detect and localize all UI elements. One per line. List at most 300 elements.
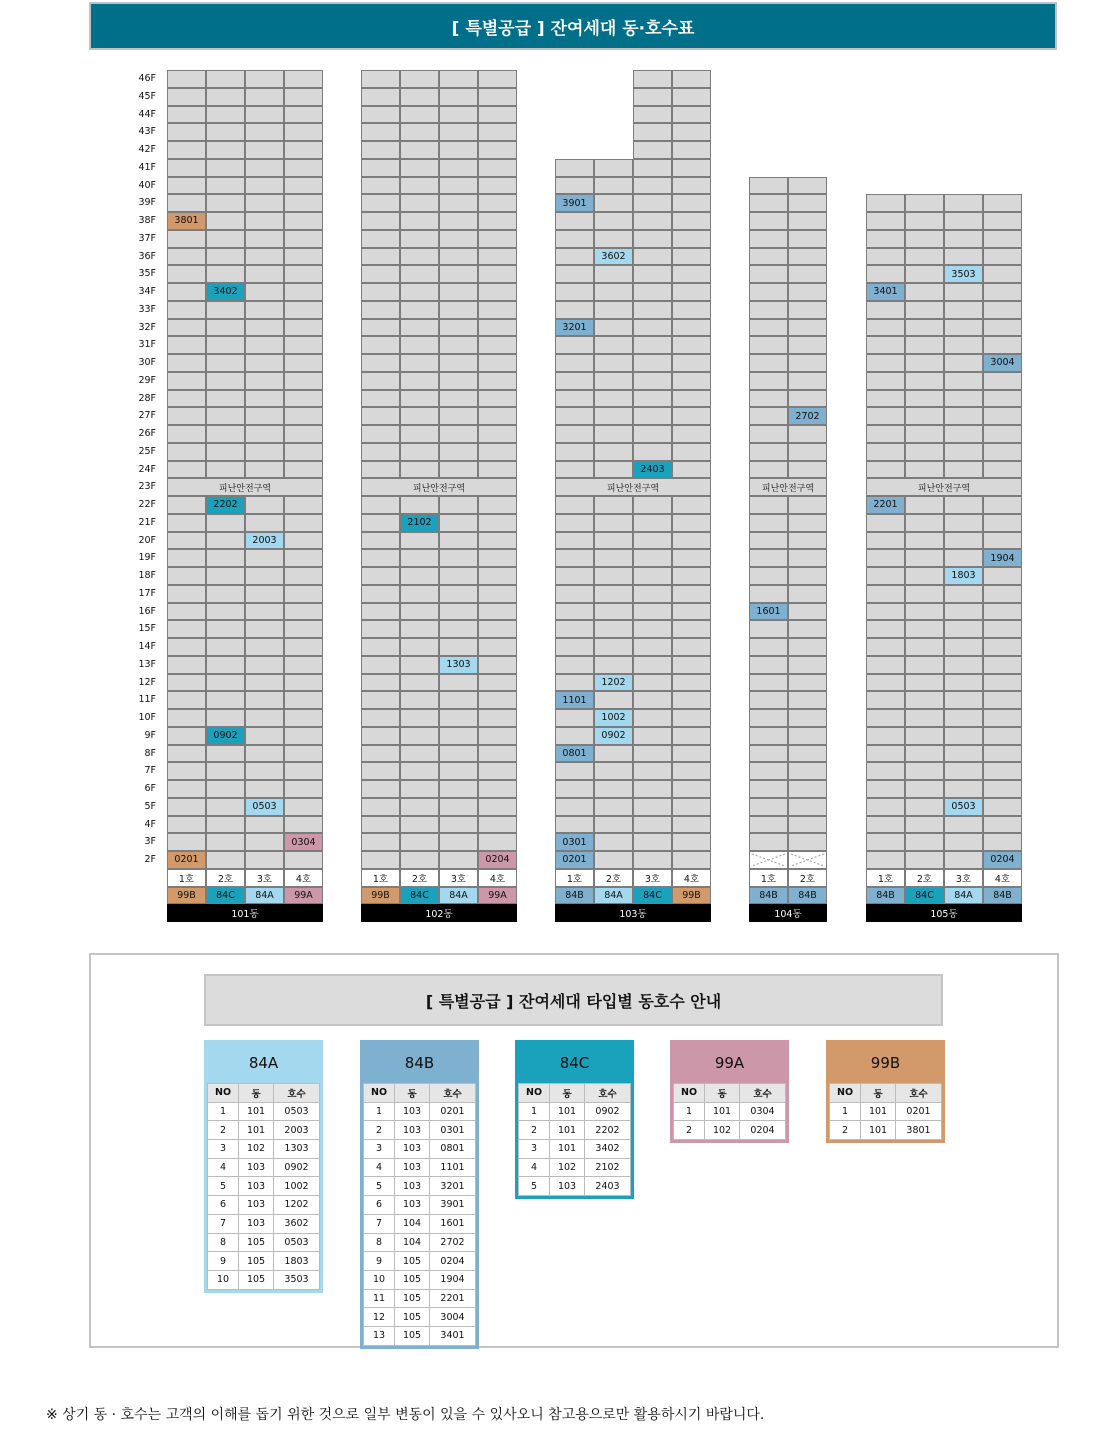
unit-cell xyxy=(594,283,633,301)
unit-cell xyxy=(361,656,400,674)
unbuilt-cell xyxy=(788,851,827,869)
table-cell: 101 xyxy=(550,1121,585,1140)
table-row xyxy=(208,1121,320,1140)
unit-type-label: 99B xyxy=(361,887,400,905)
column-header: 호수 xyxy=(430,1084,476,1103)
unit-cell xyxy=(245,212,284,230)
unit-cell xyxy=(788,461,827,479)
unit-cell xyxy=(361,745,400,763)
remaining-unit-cell[interactable]: 1002 xyxy=(594,709,633,727)
remaining-unit-cell[interactable]: 2102 xyxy=(400,514,439,532)
floor-label: 14F xyxy=(138,641,156,652)
unit-cell xyxy=(594,798,633,816)
unit-cell xyxy=(206,851,245,869)
unit-cell xyxy=(478,123,517,141)
unit-type-label: 84A xyxy=(944,887,983,905)
remaining-unit-cell[interactable]: 0503 xyxy=(245,798,284,816)
unit-cell xyxy=(167,674,206,692)
remaining-unit-cell[interactable]: 0902 xyxy=(594,727,633,745)
unit-cell xyxy=(983,461,1022,479)
unit-cell xyxy=(749,372,788,390)
table-row xyxy=(208,1233,320,1252)
remaining-unit-cell[interactable]: 1803 xyxy=(944,567,983,585)
unit-cell xyxy=(555,620,594,638)
unit-cell xyxy=(983,816,1022,834)
unit-cell xyxy=(284,514,323,532)
unit-cell xyxy=(245,283,284,301)
unit-cell xyxy=(167,691,206,709)
unit-cell xyxy=(633,727,672,745)
floor-label: 12F xyxy=(138,676,156,688)
unit-cell xyxy=(284,407,323,425)
remaining-unit-cell[interactable]: 0801 xyxy=(555,745,594,763)
unit-cell xyxy=(594,212,633,230)
unit-cell xyxy=(944,833,983,851)
unit-cell xyxy=(555,567,594,585)
unit-cell xyxy=(478,336,517,354)
table-cell: 2403 xyxy=(585,1177,631,1196)
unit-number-label: 2호 xyxy=(400,869,439,887)
unit-cell xyxy=(478,194,517,212)
unit-cell xyxy=(594,762,633,780)
unit-cell xyxy=(206,372,245,390)
unit-cell xyxy=(788,532,827,550)
cross-mark-icon xyxy=(750,852,787,868)
type-table xyxy=(363,1083,476,1346)
unit-cell xyxy=(672,603,711,621)
floor-label: 34F xyxy=(138,286,156,297)
unit-cell xyxy=(284,674,323,692)
unit-cell xyxy=(400,762,439,780)
unit-cell xyxy=(983,496,1022,514)
unit-cell xyxy=(866,656,905,674)
unit-cell xyxy=(167,159,206,177)
unit-cell xyxy=(983,727,1022,745)
unit-cell xyxy=(633,106,672,124)
table-cell: 2702 xyxy=(430,1233,476,1252)
unit-cell xyxy=(245,70,284,88)
remaining-unit-cell[interactable]: 2201 xyxy=(866,496,905,514)
unit-number-label: 3호 xyxy=(439,869,478,887)
unit-cell xyxy=(944,194,983,212)
unit-cell xyxy=(206,390,245,408)
unit-cell xyxy=(167,780,206,798)
unit-cell xyxy=(400,603,439,621)
unit-cell xyxy=(361,159,400,177)
floor-label: 35F xyxy=(138,268,156,280)
unit-cell xyxy=(749,194,788,212)
unit-cell xyxy=(284,88,323,106)
unit-cell xyxy=(245,549,284,567)
floor-label: 2F xyxy=(144,854,156,865)
unit-cell xyxy=(866,816,905,834)
unit-cell xyxy=(944,461,983,479)
unit-cell xyxy=(983,425,1022,443)
remaining-unit-cell[interactable]: 3801 xyxy=(167,212,206,230)
table-cell: 103 xyxy=(395,1177,430,1196)
table-cell: 0204 xyxy=(740,1121,786,1140)
unit-cell xyxy=(594,585,633,603)
unit-cell xyxy=(245,265,284,283)
floor-label: 39F xyxy=(138,197,156,209)
unit-cell xyxy=(361,816,400,834)
unit-cell xyxy=(439,798,478,816)
unit-cell xyxy=(944,336,983,354)
unit-cell xyxy=(284,443,323,461)
unit-cell xyxy=(439,194,478,212)
unit-cell xyxy=(439,354,478,372)
unit-cell xyxy=(206,141,245,159)
table-cell: 2 xyxy=(674,1121,705,1140)
unit-cell xyxy=(944,816,983,834)
unit-cell xyxy=(944,745,983,763)
unit-cell xyxy=(983,407,1022,425)
remaining-unit-cell[interactable]: 1303 xyxy=(439,656,478,674)
table-cell: 0902 xyxy=(274,1158,320,1177)
unit-cell xyxy=(400,159,439,177)
unit-cell xyxy=(672,638,711,656)
remaining-unit-cell[interactable]: 3901 xyxy=(555,194,594,212)
remaining-unit-cell[interactable]: 1601 xyxy=(749,603,788,621)
unit-cell xyxy=(594,514,633,532)
unit-cell xyxy=(361,727,400,745)
unit-cell xyxy=(672,354,711,372)
unit-cell xyxy=(400,656,439,674)
unit-cell xyxy=(400,106,439,124)
unit-cell xyxy=(167,354,206,372)
unit-cell xyxy=(672,816,711,834)
unit-cell xyxy=(672,496,711,514)
remaining-unit-cell[interactable]: 3401 xyxy=(866,283,905,301)
unit-cell xyxy=(788,585,827,603)
table-cell: 10 xyxy=(208,1270,239,1289)
unit-cell xyxy=(672,620,711,638)
remaining-unit-cell[interactable]: 3004 xyxy=(983,354,1022,372)
column-header: NO xyxy=(830,1084,861,1103)
remaining-unit-cell[interactable]: 3402 xyxy=(206,283,245,301)
unit-cell xyxy=(749,354,788,372)
unit-cell xyxy=(983,798,1022,816)
unit-cell xyxy=(633,248,672,266)
unit-cell xyxy=(439,283,478,301)
remaining-unit-cell[interactable]: 1101 xyxy=(555,691,594,709)
remaining-unit-cell[interactable]: 1904 xyxy=(983,549,1022,567)
table-cell: 6 xyxy=(208,1196,239,1215)
unit-cell xyxy=(284,265,323,283)
table-header-row xyxy=(208,1084,320,1103)
unit-cell xyxy=(983,603,1022,621)
floor-label: 24F xyxy=(138,463,156,475)
unit-cell xyxy=(400,709,439,727)
remaining-unit-cell[interactable]: 0204 xyxy=(478,851,517,869)
unit-cell xyxy=(361,585,400,603)
column-header: NO xyxy=(519,1084,550,1103)
remaining-unit-cell[interactable]: 0503 xyxy=(944,798,983,816)
unit-cell xyxy=(555,248,594,266)
remaining-unit-cell[interactable]: 0201 xyxy=(167,851,206,869)
unit-cell xyxy=(788,212,827,230)
remaining-unit-cell[interactable]: 2403 xyxy=(633,461,672,479)
unit-cell xyxy=(983,230,1022,248)
unit-cell xyxy=(555,159,594,177)
unit-cell xyxy=(206,798,245,816)
unit-cell xyxy=(439,159,478,177)
unit-cell xyxy=(400,532,439,550)
unit-type-label: 99B xyxy=(167,887,206,905)
unit-cell xyxy=(672,727,711,745)
unit-cell xyxy=(555,532,594,550)
table-header-row xyxy=(674,1084,786,1103)
unit-cell xyxy=(400,727,439,745)
unit-cell xyxy=(866,425,905,443)
table-cell: 4 xyxy=(519,1158,550,1177)
unit-cell xyxy=(594,319,633,337)
unit-number-label: 4호 xyxy=(478,869,517,887)
remaining-unit-cell[interactable]: 3503 xyxy=(944,265,983,283)
unit-cell xyxy=(167,656,206,674)
unit-cell xyxy=(478,727,517,745)
remaining-unit-cell[interactable]: 2702 xyxy=(788,407,827,425)
unit-cell xyxy=(478,141,517,159)
unit-cell xyxy=(206,230,245,248)
unit-number-label: 2호 xyxy=(594,869,633,887)
unit-cell xyxy=(439,106,478,124)
unit-type-label: 84C xyxy=(905,887,944,905)
unit-cell xyxy=(400,301,439,319)
unit-cell xyxy=(361,514,400,532)
unit-cell xyxy=(555,230,594,248)
unit-cell xyxy=(788,798,827,816)
unit-cell xyxy=(672,141,711,159)
unit-cell xyxy=(245,88,284,106)
unit-cell xyxy=(361,372,400,390)
unit-cell xyxy=(555,798,594,816)
unit-cell xyxy=(245,106,284,124)
unit-cell xyxy=(866,549,905,567)
unit-cell xyxy=(478,674,517,692)
remaining-unit-cell[interactable]: 0201 xyxy=(555,851,594,869)
unit-cell xyxy=(245,514,284,532)
unit-cell xyxy=(206,514,245,532)
unit-cell xyxy=(905,461,944,479)
column-header: 동 xyxy=(861,1084,896,1103)
unit-cell xyxy=(594,603,633,621)
unit-cell xyxy=(905,762,944,780)
unit-cell xyxy=(439,620,478,638)
floor-label: 13F xyxy=(138,658,156,670)
unit-cell xyxy=(439,709,478,727)
unit-cell xyxy=(633,745,672,763)
unit-cell xyxy=(672,656,711,674)
remaining-unit-cell[interactable]: 3201 xyxy=(555,319,594,337)
unit-cell xyxy=(478,301,517,319)
table-cell: 2 xyxy=(519,1121,550,1140)
table-cell: 0503 xyxy=(274,1102,320,1121)
table-cell: 101 xyxy=(239,1121,274,1140)
unit-cell xyxy=(555,496,594,514)
unit-type-label: 99A xyxy=(478,887,517,905)
unit-cell xyxy=(167,833,206,851)
unit-cell xyxy=(594,265,633,283)
column-header: 동 xyxy=(395,1084,430,1103)
unit-cell xyxy=(284,816,323,834)
floor-label: 22F xyxy=(138,499,156,510)
unit-cell xyxy=(633,567,672,585)
unit-cell xyxy=(284,390,323,408)
unit-cell xyxy=(439,123,478,141)
table-row xyxy=(830,1102,942,1121)
table-row xyxy=(364,1326,476,1345)
unit-cell xyxy=(633,301,672,319)
type-table-99a xyxy=(670,1040,789,1143)
unit-type-label: 84B xyxy=(788,887,827,905)
unit-cell xyxy=(633,283,672,301)
unit-cell xyxy=(361,780,400,798)
unit-cell xyxy=(905,816,944,834)
table-row xyxy=(364,1270,476,1289)
unit-number-label: 1호 xyxy=(361,869,400,887)
unit-cell xyxy=(361,230,400,248)
unit-cell xyxy=(905,603,944,621)
table-cell: 2201 xyxy=(430,1289,476,1308)
remaining-unit-cell[interactable]: 0301 xyxy=(555,833,594,851)
table-row xyxy=(364,1140,476,1159)
table-cell: 1904 xyxy=(430,1270,476,1289)
unit-cell xyxy=(866,603,905,621)
unit-cell xyxy=(983,833,1022,851)
unit-cell xyxy=(633,851,672,869)
table-cell: 3503 xyxy=(274,1270,320,1289)
unit-cell xyxy=(905,425,944,443)
column-header: NO xyxy=(674,1084,705,1103)
unit-cell xyxy=(167,585,206,603)
floor-label: 16F xyxy=(138,605,156,617)
remaining-unit-cell[interactable]: 1202 xyxy=(594,674,633,692)
unit-cell xyxy=(439,461,478,479)
unit-cell xyxy=(633,496,672,514)
unit-cell xyxy=(944,443,983,461)
unit-cell xyxy=(245,336,284,354)
unit-cell xyxy=(400,283,439,301)
unit-cell xyxy=(944,780,983,798)
unit-cell xyxy=(633,230,672,248)
table-cell: 5 xyxy=(208,1177,239,1196)
unit-cell xyxy=(633,443,672,461)
table-cell: 0503 xyxy=(274,1233,320,1252)
unit-cell xyxy=(672,372,711,390)
unit-cell xyxy=(439,230,478,248)
unit-cell xyxy=(944,656,983,674)
remaining-unit-cell[interactable]: 0304 xyxy=(284,833,323,851)
column-header: 호수 xyxy=(585,1084,631,1103)
table-cell: 8 xyxy=(208,1233,239,1252)
remaining-unit-cell[interactable]: 2202 xyxy=(206,496,245,514)
table-cell: 103 xyxy=(395,1196,430,1215)
unit-cell xyxy=(788,638,827,656)
floor-label: 9F xyxy=(144,729,156,741)
unit-cell xyxy=(245,567,284,585)
remaining-unit-cell[interactable]: 2003 xyxy=(245,532,284,550)
remaining-unit-cell[interactable]: 0902 xyxy=(206,727,245,745)
unit-cell xyxy=(245,141,284,159)
unit-cell xyxy=(594,549,633,567)
unit-cell xyxy=(905,514,944,532)
unit-cell xyxy=(167,638,206,656)
unit-cell xyxy=(400,816,439,834)
unit-cell xyxy=(478,407,517,425)
unit-cell xyxy=(400,336,439,354)
building-name: 104동 xyxy=(749,904,827,922)
table-row xyxy=(208,1270,320,1289)
unit-cell xyxy=(672,230,711,248)
unit-cell xyxy=(749,709,788,727)
table-cell: 13 xyxy=(364,1326,395,1345)
unit-cell xyxy=(206,319,245,337)
unit-cell xyxy=(284,106,323,124)
unit-cell xyxy=(788,230,827,248)
unit-cell xyxy=(361,106,400,124)
unit-cell xyxy=(284,762,323,780)
unit-cell xyxy=(167,798,206,816)
table-cell: 104 xyxy=(395,1214,430,1233)
type-table-header: 84A xyxy=(207,1043,320,1083)
unit-cell xyxy=(749,656,788,674)
remaining-unit-cell[interactable]: 0204 xyxy=(983,851,1022,869)
unit-cell xyxy=(245,603,284,621)
unit-cell xyxy=(439,248,478,266)
unit-cell xyxy=(439,301,478,319)
floor-label: 33F xyxy=(138,303,156,315)
unit-cell xyxy=(167,532,206,550)
unit-cell xyxy=(672,833,711,851)
unit-cell xyxy=(594,745,633,763)
unit-cell xyxy=(206,603,245,621)
unit-cell xyxy=(633,354,672,372)
unit-cell xyxy=(594,443,633,461)
unit-cell xyxy=(594,390,633,408)
unit-cell xyxy=(672,319,711,337)
unit-cell xyxy=(284,70,323,88)
unit-cell xyxy=(167,301,206,319)
table-row xyxy=(208,1158,320,1177)
unit-cell xyxy=(594,230,633,248)
unit-cell xyxy=(478,443,517,461)
unit-cell xyxy=(866,265,905,283)
unit-cell xyxy=(400,194,439,212)
unit-cell xyxy=(245,851,284,869)
floor-label: 7F xyxy=(144,765,156,777)
unit-cell xyxy=(245,656,284,674)
table-cell: 102 xyxy=(239,1140,274,1159)
remaining-unit-cell[interactable]: 3602 xyxy=(594,248,633,266)
unit-cell xyxy=(245,745,284,763)
type-table-header: 84C xyxy=(518,1043,631,1083)
unit-cell xyxy=(206,620,245,638)
table-row xyxy=(208,1196,320,1215)
unit-cell xyxy=(633,70,672,88)
unit-cell xyxy=(749,638,788,656)
refuge-floor: 피난안전구역 xyxy=(749,478,827,496)
unit-cell xyxy=(245,248,284,266)
unit-cell xyxy=(478,620,517,638)
unit-cell xyxy=(284,638,323,656)
unit-cell xyxy=(944,248,983,266)
floor-label: 19F xyxy=(138,552,156,564)
unit-type-label: 84A xyxy=(439,887,478,905)
unit-cell xyxy=(555,514,594,532)
floor-label: 46F xyxy=(138,73,156,84)
unit-type-label: 84C xyxy=(400,887,439,905)
